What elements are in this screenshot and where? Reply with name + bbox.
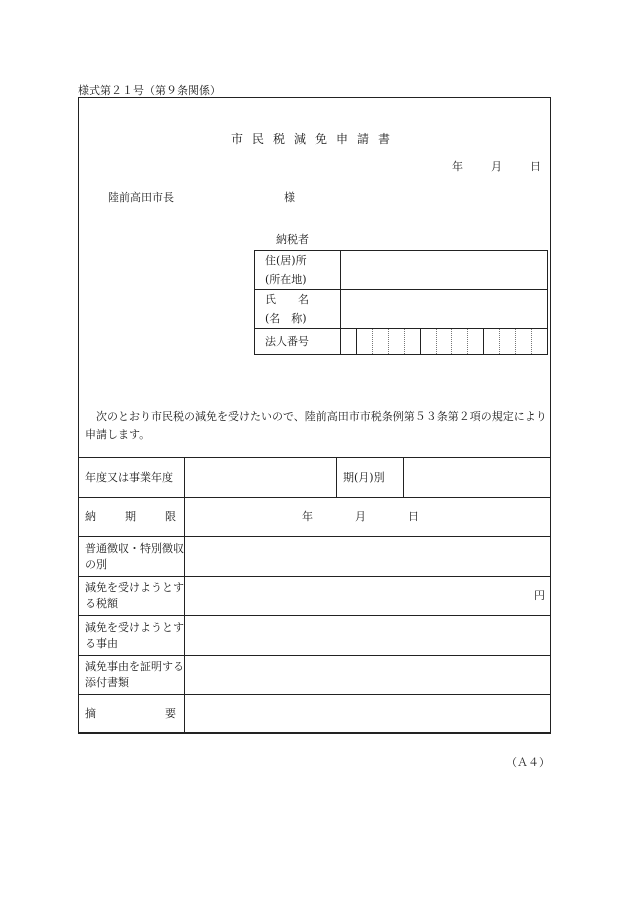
collection-type-label: 普通徴収・特別徴収の別 (79, 537, 185, 577)
application-statement: 次のとおり市民税の減免を受けたいので、陸前高田市市税条例第５３条第２項の規定により申請します。 (85, 410, 547, 441)
taxpayer-label: 納税者 (276, 233, 309, 246)
date-day: 日 (530, 160, 541, 173)
date-year: 年 (452, 160, 463, 173)
addressee: 陸前高田市長 (108, 191, 174, 204)
form-id: 様式第２１号（第９条関係） (78, 84, 221, 97)
paper-size-note: （Ａ４） (506, 756, 550, 769)
date-month: 月 (491, 160, 502, 173)
page-title: 市民税減免申請書 (230, 132, 399, 146)
name-label: 氏 名 (名 称) (255, 290, 341, 329)
reason-field[interactable] (185, 616, 551, 656)
application-table (78, 457, 551, 734)
corp-number-field[interactable] (341, 329, 548, 355)
reduction-amount-label: 減免を受けようとする税額 (79, 577, 185, 616)
reason-label: 減免を受けようとする事由 (79, 616, 185, 656)
period-label: 期(月)別 (337, 458, 404, 498)
corp-number-label: 法人番号 (255, 329, 341, 355)
address-label: 住(居)所 (所在地) (255, 251, 341, 290)
remarks-label: 摘 要 (79, 695, 185, 734)
address-field[interactable] (341, 251, 548, 290)
documents-label: 減免事由を証明する添付書類 (79, 656, 185, 695)
documents-field[interactable] (185, 656, 551, 695)
period-field[interactable] (404, 458, 551, 498)
name-field[interactable] (341, 290, 548, 329)
due-date-label: 納 期 限 (79, 498, 185, 537)
fiscal-year-field[interactable] (185, 458, 337, 498)
remarks-field[interactable] (185, 695, 551, 734)
application-date (452, 158, 541, 174)
taxpayer-table (254, 250, 548, 355)
yen-unit: 円 (534, 589, 545, 602)
collection-type-field[interactable] (185, 537, 551, 577)
fiscal-year-label: 年度又は事業年度 (79, 458, 185, 498)
honorific: 様 (284, 191, 295, 204)
reduction-amount-field[interactable] (185, 577, 551, 616)
due-date-field[interactable]: 年 月 日 (185, 498, 551, 537)
